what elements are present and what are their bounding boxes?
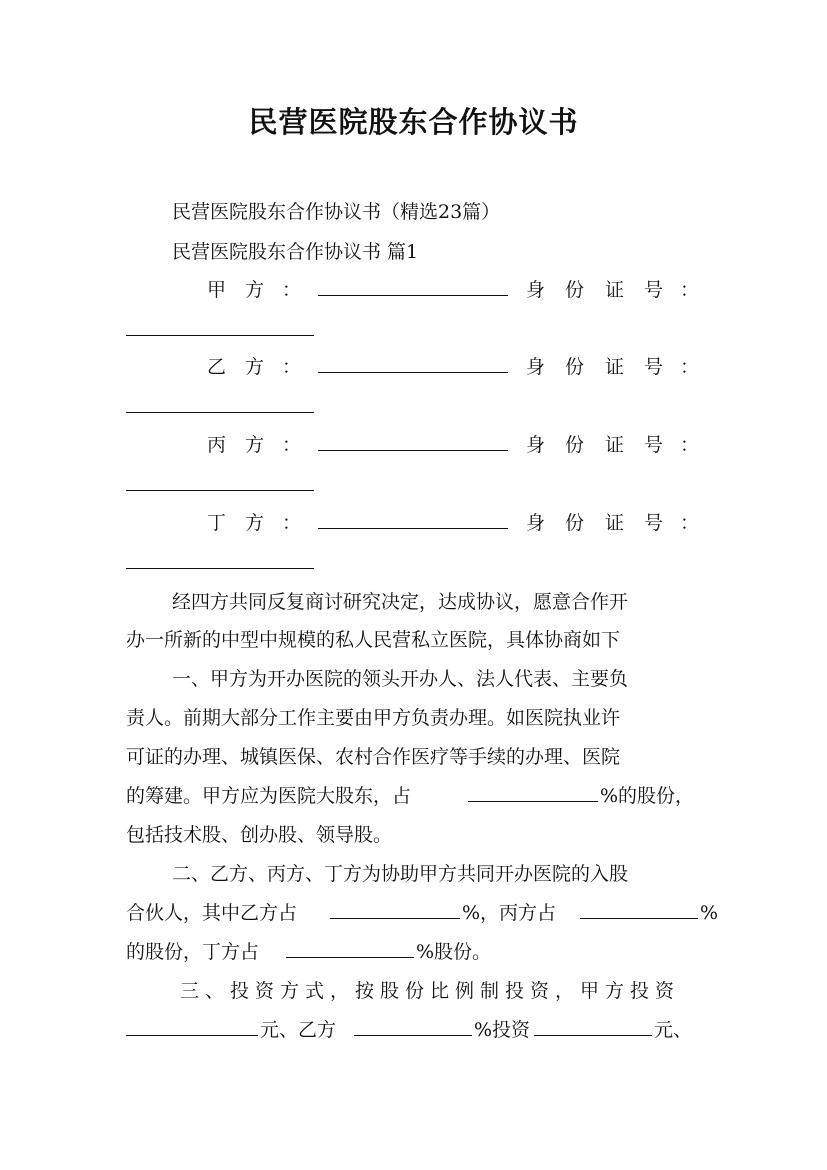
share-percent-blank[interactable] (330, 917, 460, 919)
party-name-blank[interactable] (318, 527, 508, 529)
paragraph-line: 合伙人，其中乙方占 (126, 902, 298, 924)
party-name: 方 (245, 356, 265, 378)
paragraph-line: %投资 (474, 1019, 531, 1041)
paragraph-line: 一、甲方为开办医院的领头开办人、法人代表、主要负 (172, 668, 629, 690)
party-name: 丁 (207, 512, 227, 534)
party-colon: ： (282, 356, 302, 378)
paragraph-line: 的股份，丁方占 (126, 941, 260, 963)
id-label: 身 (526, 434, 546, 456)
id-label: 号 (644, 356, 664, 378)
id-colon: ： (680, 434, 700, 456)
party-name: 丙 (207, 434, 227, 456)
document-title: 民营医院股东合作协议书 (248, 105, 579, 139)
id-colon: ： (680, 279, 700, 301)
id-label: 身 (526, 356, 546, 378)
paragraph-line: 包括技术股、创办股、领导股。 (126, 824, 393, 846)
party-colon: ： (282, 434, 302, 456)
id-number-blank[interactable] (126, 567, 314, 569)
investment-amount-blank[interactable] (534, 1034, 652, 1036)
party-name: 乙 (207, 356, 227, 378)
id-number-blank[interactable] (126, 411, 314, 413)
id-number-blank[interactable] (126, 334, 314, 336)
id-label: 号 (644, 279, 664, 301)
party-name: 甲 (207, 279, 227, 301)
party-colon: ： (282, 279, 302, 301)
id-label: 份 (565, 279, 585, 301)
party-name-blank[interactable] (318, 449, 508, 451)
id-label: 份 (565, 434, 585, 456)
share-percent-blank[interactable] (354, 1034, 472, 1036)
id-colon: ： (680, 512, 700, 534)
party-name: 方 (245, 279, 265, 301)
paragraph-line: 责人。前期大部分工作主要由甲方负责办理。如医院执业许 (126, 707, 621, 729)
party-name: 方 (245, 434, 265, 456)
section-heading: 民营医院股东合作协议书 篇1 (172, 241, 419, 263)
share-percent-blank[interactable] (468, 800, 598, 802)
paragraph-line: 三、投资方式，按股份比例制投资，甲方投资 (180, 980, 681, 1002)
investment-amount-blank[interactable] (126, 1034, 258, 1036)
id-label: 身 (526, 279, 546, 301)
id-colon: ： (680, 356, 700, 378)
id-label: 证 (605, 434, 625, 456)
party-name-blank[interactable] (318, 294, 508, 296)
paragraph-line: 元、乙方 (260, 1019, 337, 1041)
id-label: 证 (605, 512, 625, 534)
paragraph-line: 办一所新的中型中规模的私人民营私立医院，具体协商如下 (126, 629, 621, 651)
id-label: 号 (644, 434, 664, 456)
paragraph-line: %的股份， (600, 785, 695, 807)
id-label: 证 (605, 279, 625, 301)
subtitle: 民营医院股东合作协议书（精选23篇） (172, 201, 501, 223)
paragraph-line: 二、乙方、丙方、丁方为协助甲方共同开办医院的入股 (172, 863, 629, 885)
paragraph-line: 经四方共同反复商讨研究决定，达成协议，愿意合作开 (172, 591, 629, 613)
party-name: 方 (245, 512, 265, 534)
id-label: 份 (565, 512, 585, 534)
id-label: 证 (605, 356, 625, 378)
paragraph-line: %，丙方占 (462, 902, 557, 924)
paragraph-line: 的筹建。甲方应为医院大股东，占 (126, 785, 412, 807)
paragraph-line: %股份。 (416, 941, 492, 963)
paragraph-line: 元、 (654, 1019, 693, 1041)
party-colon: ： (282, 512, 302, 534)
id-number-blank[interactable] (126, 489, 314, 491)
share-percent-blank[interactable] (286, 956, 414, 958)
paragraph-line: 可证的办理、城镇医保、农村合作医疗等手续的办理、医院 (126, 746, 621, 768)
party-name-blank[interactable] (318, 371, 508, 373)
paragraph-line: % (700, 902, 719, 924)
id-label: 身 (526, 512, 546, 534)
share-percent-blank[interactable] (580, 917, 698, 919)
id-label: 号 (644, 512, 664, 534)
id-label: 份 (565, 356, 585, 378)
